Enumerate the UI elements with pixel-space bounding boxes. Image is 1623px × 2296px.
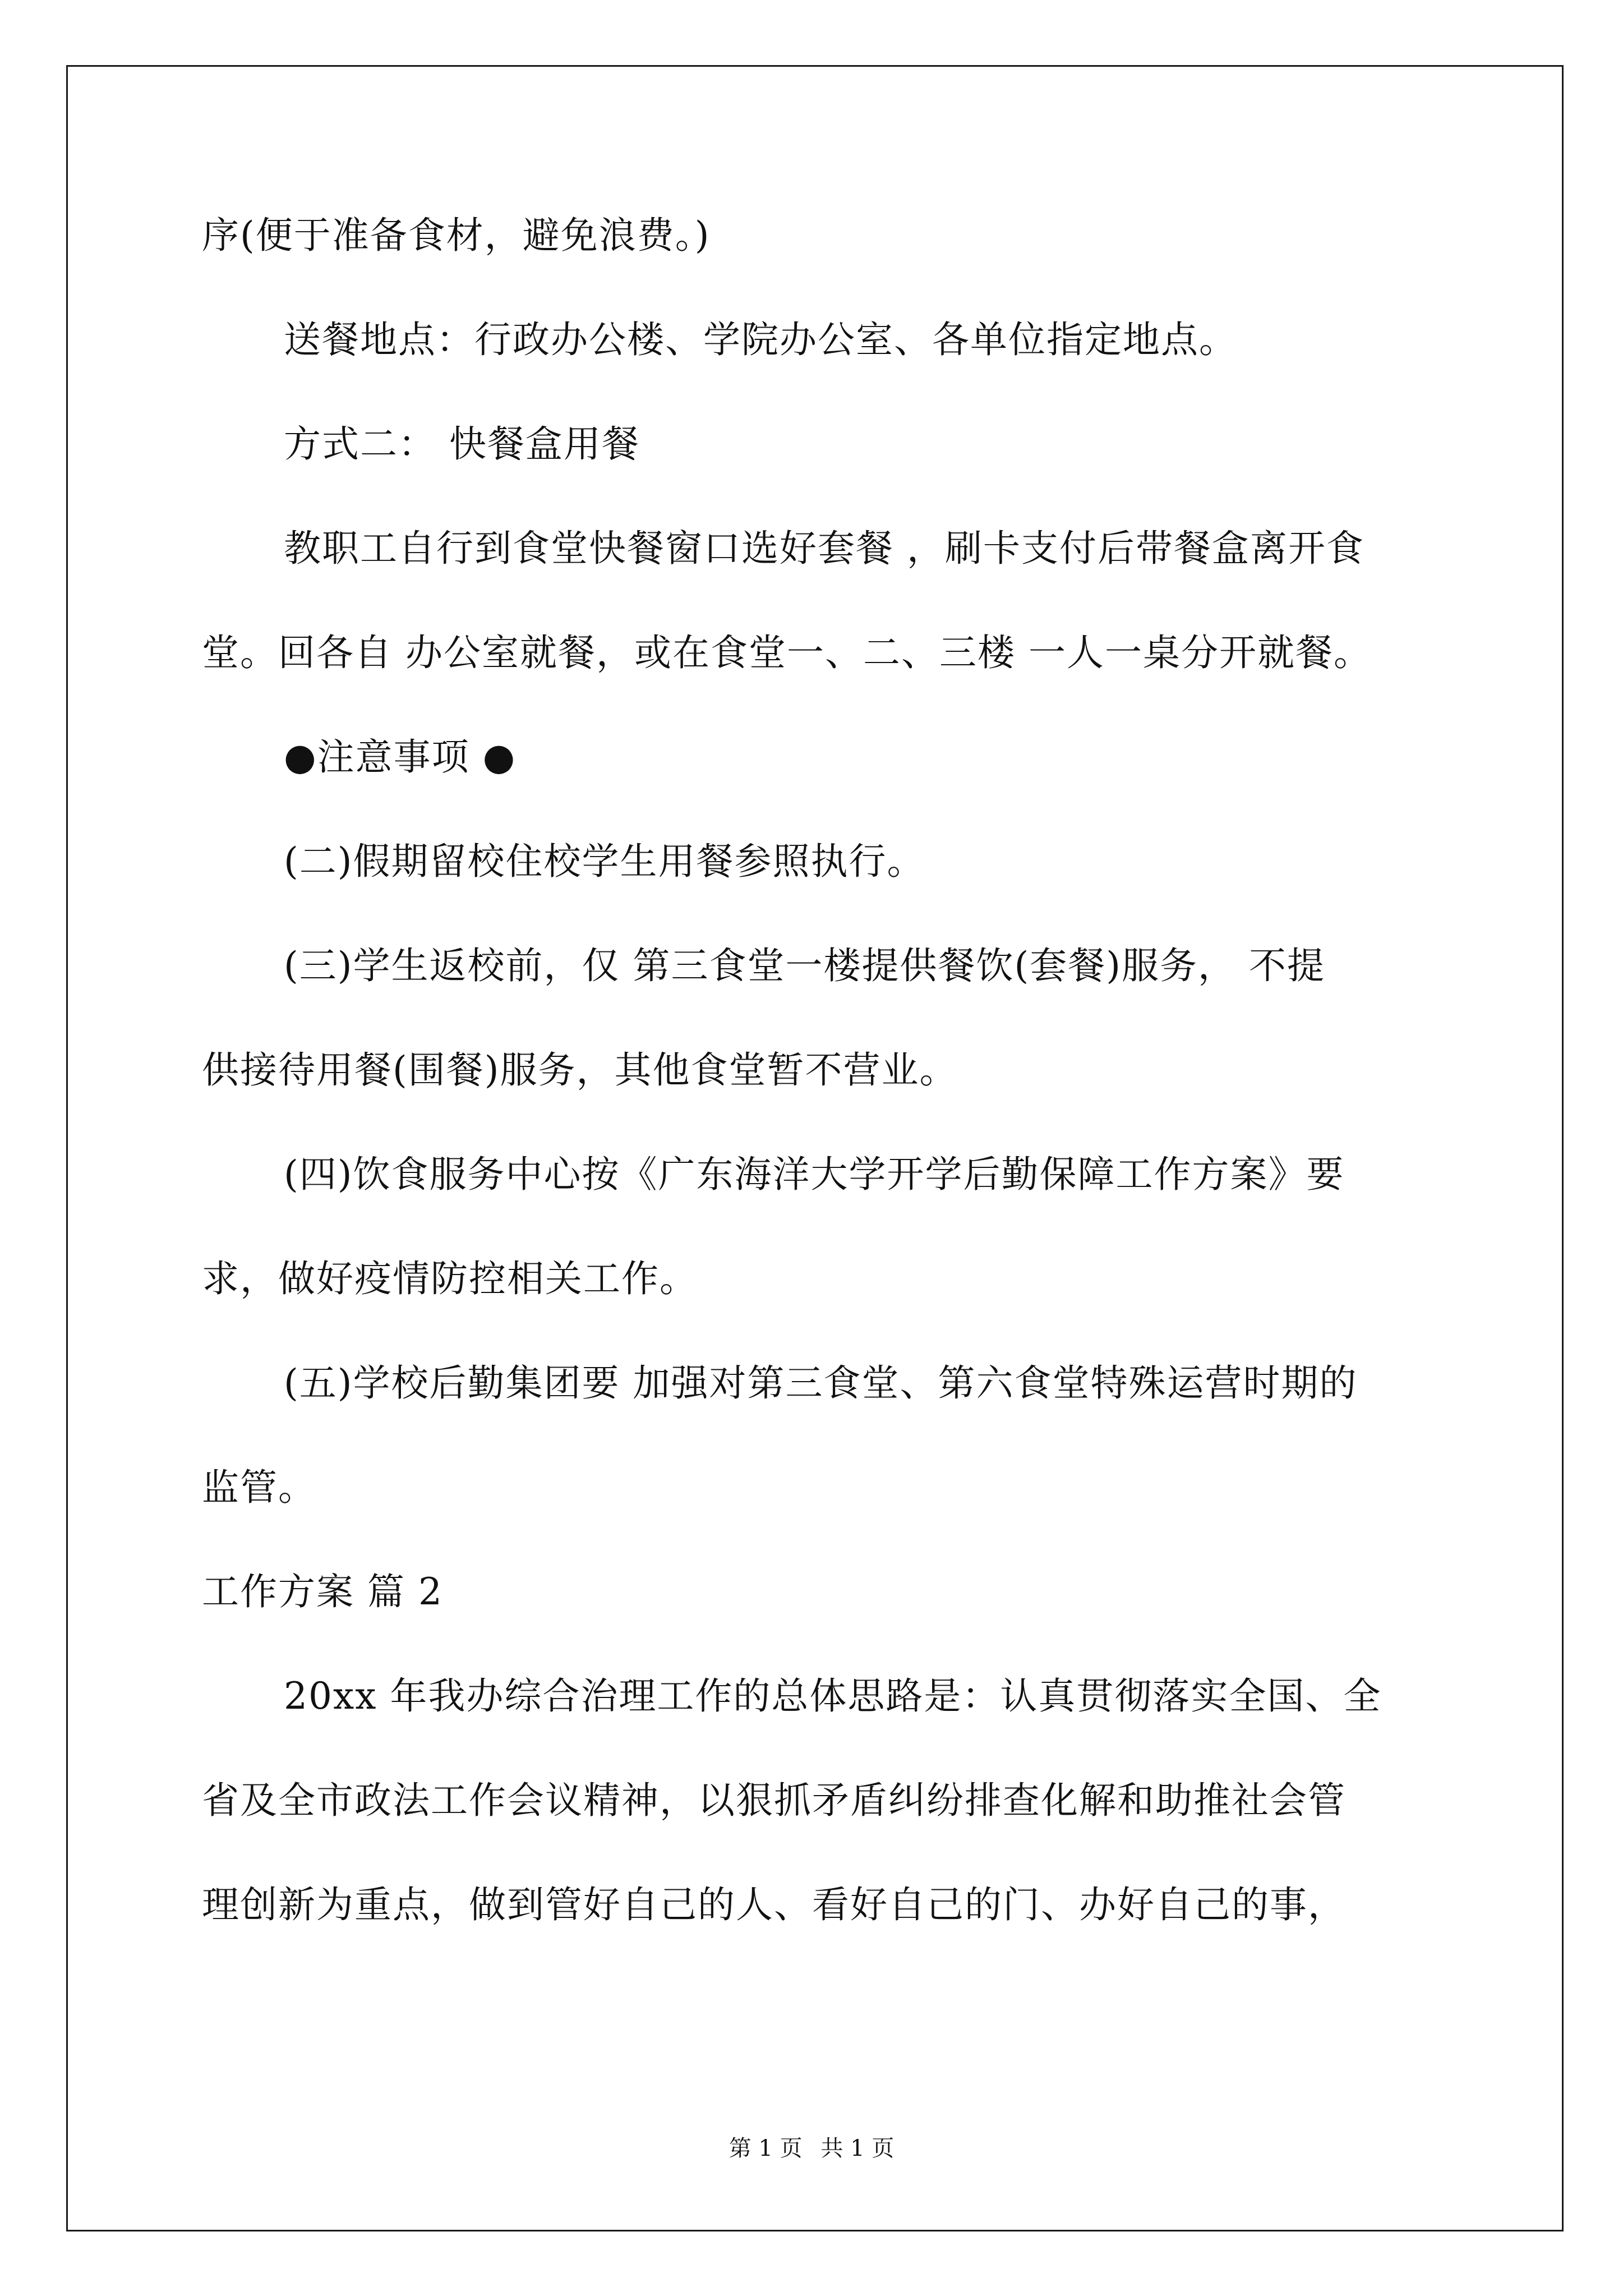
text-line: 教职工自行到食堂快餐窗口选好套餐 ，刷卡支付后带餐盒离开食 [284, 527, 1364, 570]
text-line: 送餐地点：行政办公楼、学院办公室、各单位指定地点。 [284, 318, 1237, 361]
text-line: 供接待用餐(围餐)服务，其他食堂暂不营业。 [202, 1048, 958, 1092]
text-line: (二)假期留校住校学生用餐参照执行。 [284, 840, 925, 883]
text-line: 省及全市政法工作会议精神，以狠抓矛盾纠纷排查化解和助推社会管 [202, 1779, 1346, 1822]
page-total: 共 1 页 [820, 2136, 895, 2161]
text-line: 理创新为重点，做到管好自己的人、看好自己的门、办好自己的事， [202, 1883, 1346, 1926]
text-line: (五)学校后勤集团要 加强对第三食堂、第六食堂特殊运营时期的 [284, 1361, 1358, 1405]
text-line: (四)饮食服务中心按《广东海洋大学开学后勤保障工作方案》要 [284, 1153, 1345, 1196]
page-footer [0, 2132, 1623, 2165]
text-line: 求，做好疫情防控相关工作。 [202, 1257, 698, 1300]
section-heading: ●注意事项 ● [284, 735, 517, 779]
page-number: 第 1 页 [728, 2136, 803, 2161]
text-line: 序(便于准备食材，避免浪费。) [202, 214, 711, 257]
text-line: 堂。回各自 办公室就餐，或在食堂一、二、三楼 一人一桌分开就餐。 [202, 631, 1372, 674]
text-line: 20xx 年我办综合治理工作的总体思路是：认真贯彻落实全国、全 [284, 1674, 1382, 1718]
text-line: 监管。 [202, 1466, 316, 1509]
text-line: (三)学生返校前，仅 第三食堂一楼提供餐饮(套餐)服务， 不提 [284, 944, 1325, 987]
section-title: 工作方案 篇 2 [202, 1570, 443, 1613]
text-line: 方式二： 快餐盒用餐 [284, 422, 640, 466]
